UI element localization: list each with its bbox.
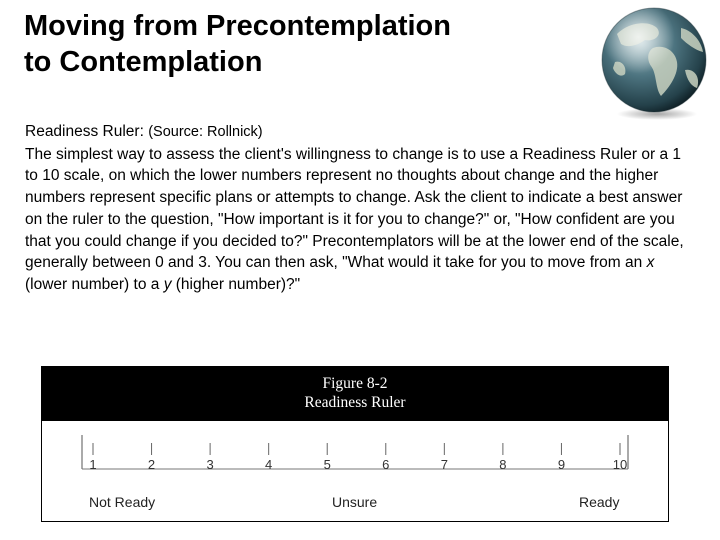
body-paragraph — [25, 144, 685, 296]
body-text — [25, 121, 685, 296]
variable-x: x — [646, 254, 655, 272]
ruler-tick-label: 1 — [89, 457, 97, 472]
ruler-tick-label: 8 — [499, 457, 507, 472]
anchor-ready: Ready — [579, 494, 620, 510]
intro-line — [25, 121, 685, 144]
ruler-tick-label: 7 — [440, 457, 448, 472]
variable-y: y — [163, 275, 172, 293]
figure-caption-title: Readiness Ruler — [304, 394, 406, 411]
ruler — [42, 421, 668, 521]
lead-label: Readiness Ruler: — [25, 123, 149, 140]
ruler-tick-label: 9 — [557, 457, 566, 472]
body-segment-1: The simplest way to assess the client's willingness to change is to use a Readiness Ruler or a 1 to 10 scale, on which the lower numbers represent no thoughts about change and the higher numbers represent specific plans or attempts to change. Ask the client to indicate a best answer on the ruler to the question, "How important is it for you to change?" or, "How confident are you that you could change if you decided to?" Precontemplators will be at the lower end of the scale, generally between 0 and 3. You can then ask, "What would it take for you to move from an — [25, 145, 684, 272]
title-line-1: Moving from Precontemplation — [24, 10, 451, 42]
slide-title — [24, 8, 584, 80]
readiness-ruler-figure — [41, 366, 669, 522]
ruler-tick-label: 2 — [147, 457, 156, 472]
globe-icon — [597, 4, 715, 122]
title-line-2: to Contemplation — [24, 46, 263, 78]
ruler-tick-label: 5 — [323, 457, 331, 472]
ruler-tick-label: 4 — [265, 457, 273, 472]
anchor-unsure: Unsure — [332, 494, 378, 510]
source-note: (Source: Rollnick) — [148, 124, 263, 140]
ruler-tick-label: 10 — [612, 457, 628, 472]
figure-header — [42, 367, 668, 421]
ruler-tick-label: 3 — [206, 457, 214, 472]
ruler-tick-label: 6 — [382, 457, 390, 472]
body-segment-2: (lower number) to a — [25, 275, 164, 293]
figure-caption-number: Figure 8-2 — [322, 375, 388, 392]
body-segment-3: (higher number)?" — [171, 275, 301, 293]
anchor-not-ready: Not Ready — [89, 494, 156, 510]
